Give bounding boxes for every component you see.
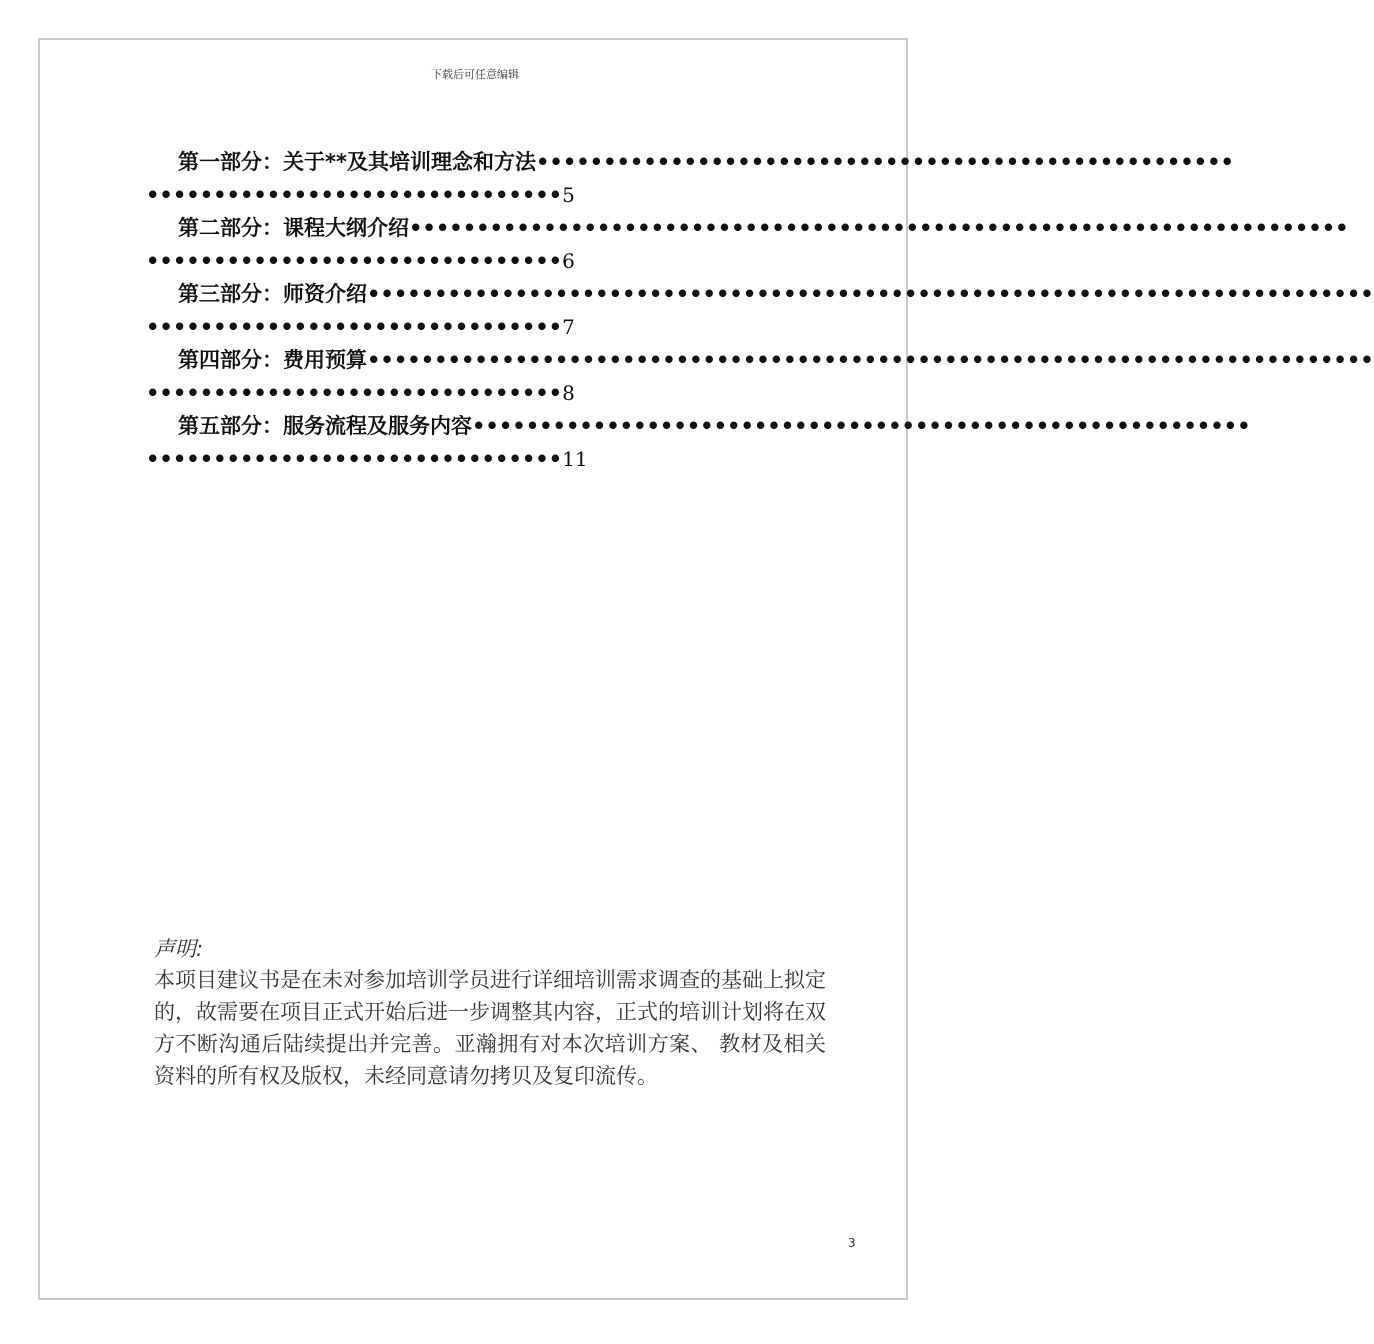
toc-entry-line2 (146, 377, 814, 410)
toc-leader-dots: ••••••••••••••••••••••••••••••• (146, 381, 563, 405)
toc-leader-dots: •••••••••••••••••••••••••••••••••••••••••••••••••••• (535, 150, 1234, 174)
toc-entry-line1 (146, 344, 1374, 377)
toc-leader-dots: •••••••••••••••••••••••••••••••••••••••••••••••••••••••••••••••••••••• (409, 216, 1349, 240)
toc-page-number: 11 (562, 447, 588, 471)
toc-page-number: 7 (562, 315, 575, 339)
toc-page-number: 5 (562, 183, 575, 207)
page-header: 下载后可任意编辑 (431, 68, 519, 81)
toc-entry[interactable] (146, 410, 1251, 476)
toc-entry-line2 (146, 443, 814, 476)
toc-entry[interactable] (146, 278, 1374, 344)
toc-entry-line1 (146, 212, 1349, 245)
toc-leader-dots: •••••••••••••••••••••••••••••••••••••••••••••••••••••••••• (472, 414, 1251, 438)
toc-entry[interactable] (146, 146, 1234, 212)
toc-entry[interactable] (146, 212, 1349, 278)
disclaimer-statement (154, 934, 826, 1106)
table-of-contents (146, 146, 1374, 476)
toc-entry-line1 (146, 278, 1374, 311)
toc-entry-line2 (146, 179, 814, 212)
toc-page-number: 8 (562, 381, 575, 405)
toc-entry-line1 (146, 410, 1251, 443)
toc-entry-title: 第二部分：课程大纲介绍 (178, 216, 409, 240)
page-number: 3 (848, 1236, 856, 1250)
toc-page-number: 6 (562, 249, 575, 273)
toc-leader-dots: ••••••••••••••••••••••••••••••• (146, 447, 563, 471)
toc-entry-line2 (146, 311, 814, 344)
toc-entry-title: 第三部分：师资介绍 (178, 282, 367, 306)
toc-entry-line2 (146, 245, 814, 278)
toc-leader-dots: ••••••••••••••••••••••••••••••• (146, 249, 563, 273)
toc-leader-dots: ••••••••••••••••••••••••••••••• (146, 183, 563, 207)
toc-leader-dots: ••••••••••••••••••••••••••••••••••••••••••••••••••••••••••••••••••••••••••• (367, 348, 1374, 372)
toc-entry-title: 第一部分：关于**及其培训理念和方法 (178, 150, 536, 174)
toc-entry-title: 第五部分：服务流程及服务内容 (178, 414, 472, 438)
statement-title: 声明: (154, 937, 204, 961)
toc-entry-title: 第四部分：费用预算 (178, 348, 367, 372)
toc-entry[interactable] (146, 344, 1374, 410)
toc-entry-line1 (146, 146, 1234, 179)
statement-body: 本项目建议书是在未对参加培训学员进行详细培训需求调查的基础上拟定的，故需要在项目正式开始后进一步调整其内容，正式的培训计划将在双方不断沟通后陆续提出并完善。亚瀚拥有对本次培训方案、 教材及相关资料的所有权及版权，未经同意请勿拷贝及复印流传。 (154, 968, 826, 1088)
toc-leader-dots: ••••••••••••••••••••••••••••••••••••••••••••••••••••••••••••••••••••••••••• (367, 282, 1374, 306)
toc-leader-dots: ••••••••••••••••••••••••••••••• (146, 315, 563, 339)
